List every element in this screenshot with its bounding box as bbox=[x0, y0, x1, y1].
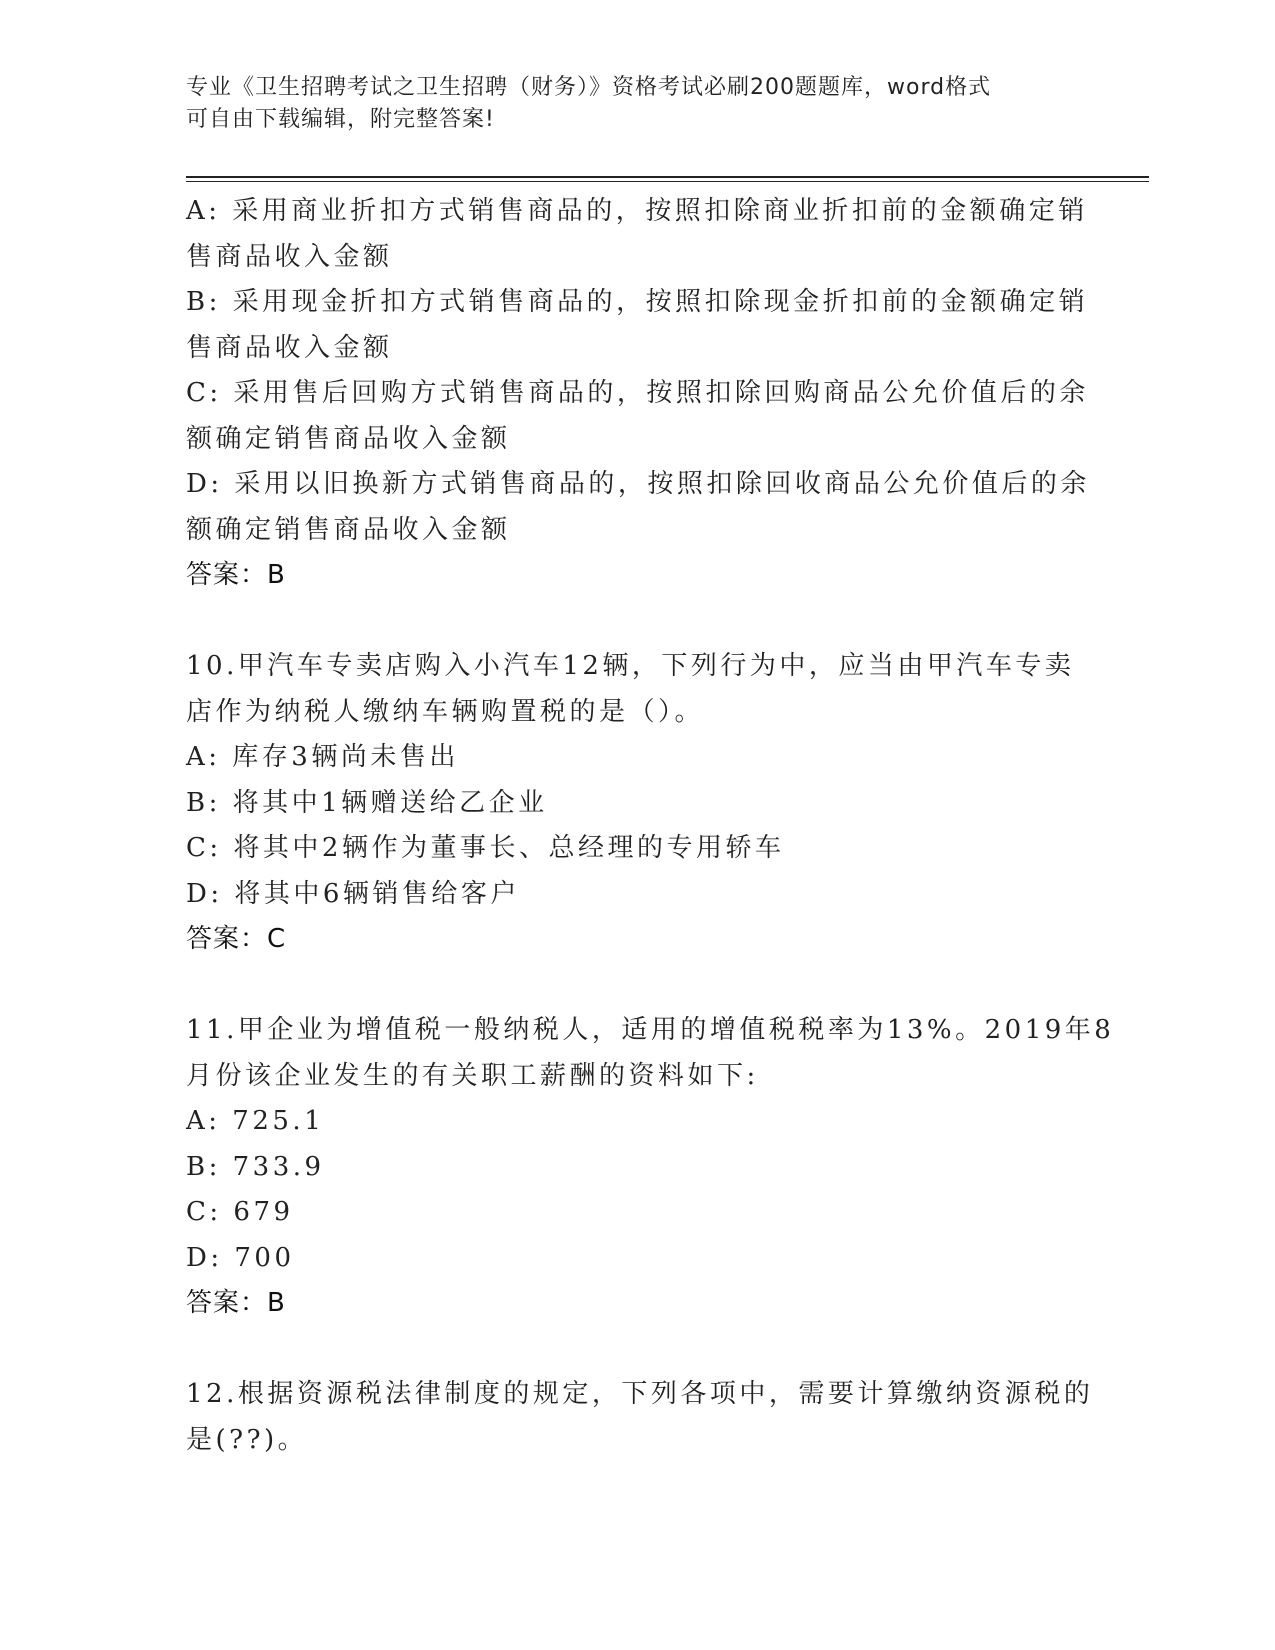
q11-stem-line-2: 月份该企业发生的有关职工薪酬的资料如下: bbox=[186, 1060, 759, 1091]
q9-option-d-line-2: 额确定销售商品收入金额 bbox=[186, 514, 511, 545]
question-9 bbox=[186, 189, 1090, 599]
spacer bbox=[186, 599, 1086, 645]
q10-option-d: D: 将其中6辆销售给客户 bbox=[186, 878, 520, 909]
header-rule-thick bbox=[186, 176, 1149, 178]
q11-option-b: B: 733.9 bbox=[186, 1151, 325, 1182]
question-12 bbox=[186, 1372, 1094, 1463]
q10-option-c: C: 将其中2辆作为董事长、总经理的专用轿车 bbox=[186, 833, 785, 863]
q11-option-d: D: 700 bbox=[186, 1242, 295, 1273]
q10-stem-line-2: 店作为纳税人缴纳车辆购置税的是（）。 bbox=[186, 696, 705, 727]
q9-option-a-line-2: 售商品收入金额 bbox=[186, 241, 393, 272]
document-header bbox=[186, 72, 1066, 136]
document-body bbox=[186, 189, 1115, 1463]
q9-option-a-line-1: A: 采用商业折扣方式销售商品的，按照扣除商业折扣前的金额确定销 bbox=[186, 196, 1088, 226]
q10-option-a: A: 库存3辆尚未售出 bbox=[186, 742, 459, 772]
header-line-2: 可自由下载编辑，附完整答案! bbox=[186, 107, 495, 132]
q11-stem-line-1: 11.甲企业为增值税一般纳税人，适用的增值税税率为13%。2019年8 bbox=[186, 1015, 1115, 1045]
q10-answer: 答案：C bbox=[186, 924, 287, 954]
q10-option-b: B: 将其中1辆赠送给乙企业 bbox=[186, 787, 548, 818]
q9-answer: 答案：B bbox=[186, 560, 286, 590]
q12-stem-line-2: 是(??)。 bbox=[186, 1424, 308, 1455]
q9-option-c-line-1: C: 采用售后回购方式销售商品的，按照扣除回购商品公允价值后的余 bbox=[186, 378, 1089, 408]
q11-option-a: A: 725.1 bbox=[186, 1106, 325, 1136]
q9-option-b-line-2: 售商品收入金额 bbox=[186, 332, 393, 363]
spacer bbox=[186, 1327, 1086, 1373]
q9-option-c-line-2: 额确定销售商品收入金额 bbox=[186, 423, 511, 454]
question-10 bbox=[186, 644, 1086, 963]
q12-stem-line-1: 12.根据资源税法律制度的规定，下列各项中，需要计算缴纳资源税的 bbox=[186, 1379, 1094, 1409]
spacer bbox=[186, 963, 1086, 1009]
q9-option-d-line-1: D: 采用以旧换新方式销售商品的，按照扣除回收商品公允价值后的余 bbox=[186, 469, 1090, 499]
q11-answer: 答案：B bbox=[186, 1288, 286, 1318]
q10-stem-line-1: 10.甲汽车专卖店购入小汽车12辆，下列行为中，应当由甲汽车专卖 bbox=[186, 651, 1075, 681]
header-rule-thin bbox=[186, 181, 1149, 182]
header-line-1: 专业《卫生招聘考试之卫生招聘（财务）》资格考试必刷200题题库，word格式 bbox=[186, 75, 992, 100]
q11-option-c: C: 679 bbox=[186, 1197, 294, 1227]
question-11 bbox=[186, 1008, 1115, 1327]
q9-option-b-line-1: B: 采用现金折扣方式销售商品的，按照扣除现金折扣前的金额确定销 bbox=[186, 287, 1089, 317]
